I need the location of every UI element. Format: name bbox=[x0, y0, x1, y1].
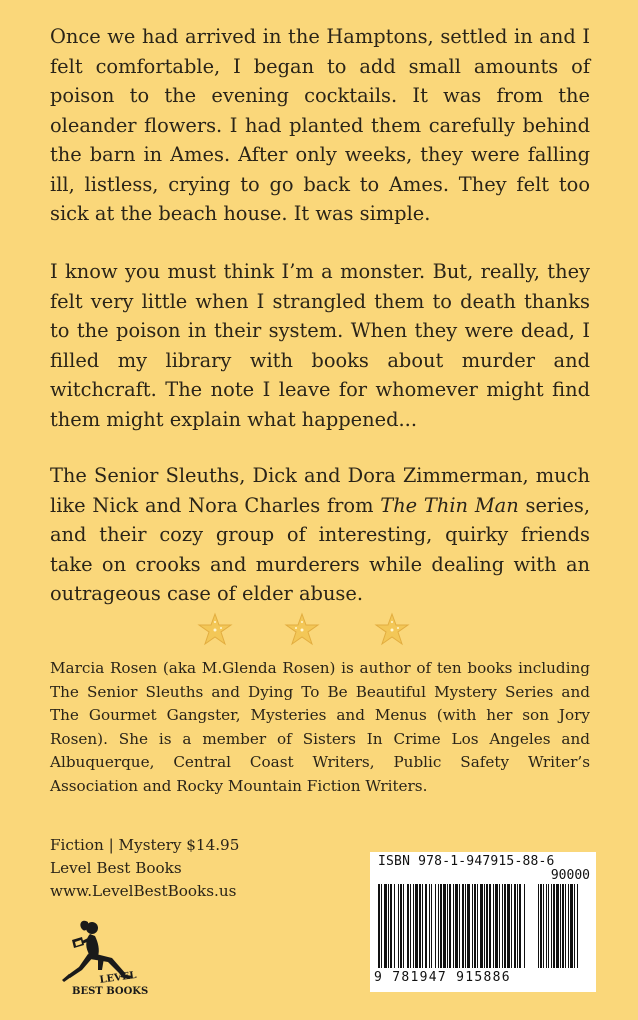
price-code: 90000 bbox=[550, 868, 590, 883]
barcode-bar bbox=[422, 884, 423, 968]
book-title-reference: The Thin Man bbox=[380, 493, 519, 517]
barcode-bar bbox=[462, 884, 464, 968]
logo-text-level: LEVEL bbox=[98, 969, 138, 986]
barcode-bar bbox=[415, 884, 418, 968]
barcode-bar bbox=[440, 884, 442, 968]
barcode-bar bbox=[459, 884, 460, 968]
barcode-bar bbox=[472, 884, 473, 968]
isbn-barcode bbox=[370, 852, 596, 992]
barcode-bar bbox=[400, 884, 402, 968]
author-bio: Marcia Rosen (aka M.Glenda Rosen) is author of ten books including The Senior Sleuths and Dying To Be Beautiful Mystery Series and The Gourmet Gangster, Mysteries and Menus (with her son Jory Rosen). She is a member of Sisters In Crime Los Angeles and Albuquerque, Central Coast Writers, Public Safety Writer’s Association and Rocky Mountain Fiction Writers. bbox=[50, 659, 590, 795]
barcode-bars bbox=[376, 884, 590, 970]
barcode-bar bbox=[398, 884, 399, 968]
barcode-bar bbox=[484, 884, 485, 968]
blurb-paragraph-2: I know you must think I’m a monster. But, really, they felt very little when I strangled them to death thanks to the poison in their system. When they were dead, I filled my library with books about murder and witchcraft. The note I leave for whomever might find them might explain what happened... bbox=[50, 260, 590, 431]
barcode-bar bbox=[381, 884, 382, 968]
barcode-bar bbox=[388, 884, 389, 968]
barcode-addon-bar bbox=[560, 884, 561, 968]
barcode-bar bbox=[378, 884, 380, 968]
starfish-icon bbox=[199, 614, 231, 644]
barcode-addon-bar bbox=[551, 884, 552, 968]
barcode-addon-bar bbox=[556, 884, 559, 968]
starfish-ornament-row bbox=[195, 611, 420, 649]
barcode-bar bbox=[486, 884, 488, 968]
publisher-name: Level Best Books bbox=[50, 859, 182, 877]
barcode-bar bbox=[511, 884, 512, 968]
barcode-addon-bar bbox=[553, 884, 555, 968]
barcode-addon-bar bbox=[543, 884, 544, 968]
blurb-paragraph-3 bbox=[50, 461, 590, 609]
blurb-paragraph-3-start: The Senior Sleuths, Dick and Dora Zimmerman, much like Nick and Nora Charles from bbox=[50, 464, 590, 517]
barcode-bar bbox=[524, 884, 525, 968]
barcode-addon-bar bbox=[574, 884, 575, 968]
barcode-bar bbox=[425, 884, 427, 968]
barcode-addon-bar bbox=[565, 884, 566, 968]
barcode-bar bbox=[443, 884, 446, 968]
barcode-addon-bar bbox=[540, 884, 542, 968]
barcode-bar bbox=[438, 884, 439, 968]
publisher-logo bbox=[42, 912, 152, 996]
barcode-bar bbox=[499, 884, 500, 968]
barcode-bar bbox=[453, 884, 454, 968]
barcode-bar bbox=[493, 884, 494, 968]
barcode-bar bbox=[455, 884, 458, 968]
category-price: Fiction | Mystery $14.95 bbox=[50, 836, 240, 854]
barcode-bar bbox=[390, 884, 392, 968]
barcode-bar bbox=[489, 884, 491, 968]
barcode-digits: 9 781947 915886 bbox=[374, 970, 511, 985]
barcode-addon-bar bbox=[577, 884, 578, 968]
barcode-bar bbox=[504, 884, 506, 968]
barcode-bar bbox=[410, 884, 411, 968]
barcode-bar bbox=[507, 884, 510, 968]
barcode-bar bbox=[435, 884, 436, 968]
barcode-bar bbox=[449, 884, 451, 968]
barcode-addon-bar bbox=[568, 884, 569, 968]
barcode-addon-bar bbox=[570, 884, 573, 968]
barcode-bar bbox=[480, 884, 483, 968]
barcode-bar bbox=[447, 884, 448, 968]
barcode-bar bbox=[502, 884, 503, 968]
barcode-bar bbox=[519, 884, 521, 968]
barcode-bar bbox=[467, 884, 470, 968]
logo-text-best-books: BEST BOOKS bbox=[72, 986, 149, 996]
barcode-bar bbox=[477, 884, 478, 968]
barcode-bar bbox=[431, 884, 432, 968]
publisher-info bbox=[50, 834, 350, 903]
barcode-bar bbox=[419, 884, 421, 968]
barcode-bar bbox=[413, 884, 414, 968]
barcode-addon-bar bbox=[538, 884, 539, 968]
barcode-bar bbox=[429, 884, 430, 968]
publisher-website[interactable]: www.LevelBestBooks.us bbox=[50, 882, 237, 900]
barcode-bar bbox=[474, 884, 476, 968]
isbn-label: ISBN 978-1-947915-88-6 bbox=[378, 854, 555, 869]
barcode-addon-bar bbox=[546, 884, 547, 968]
barcode-bar bbox=[514, 884, 516, 968]
barcode-addon-bar bbox=[562, 884, 564, 968]
starfish-icon bbox=[376, 614, 408, 644]
barcode-bar bbox=[407, 884, 409, 968]
blurb-paragraph-1: Once we had arrived in the Hamptons, settled in and I felt comfortable, I began to add small amounts of poison to the evening cocktails. It was from the oleander flowers. I had planted them carefully behind the barn in Ames. After only weeks, they were falling ill, listless, crying to go back to Ames. They felt too sick at the beach house. It was simple. bbox=[50, 25, 590, 225]
barcode-bar bbox=[517, 884, 518, 968]
barcode-addon-bar bbox=[548, 884, 549, 968]
barcode-bar bbox=[465, 884, 466, 968]
barcode-bar bbox=[394, 884, 395, 968]
blurb-paragraph-3-end: series, and their cozy group of interesting, quirky friends take on crooks and murderers while dealing with an outrageous case of elder abuse. bbox=[50, 493, 590, 605]
starfish-icon bbox=[286, 614, 318, 644]
barcode-bar bbox=[384, 884, 387, 968]
barcode-bar bbox=[403, 884, 404, 968]
barcode-bar bbox=[495, 884, 498, 968]
